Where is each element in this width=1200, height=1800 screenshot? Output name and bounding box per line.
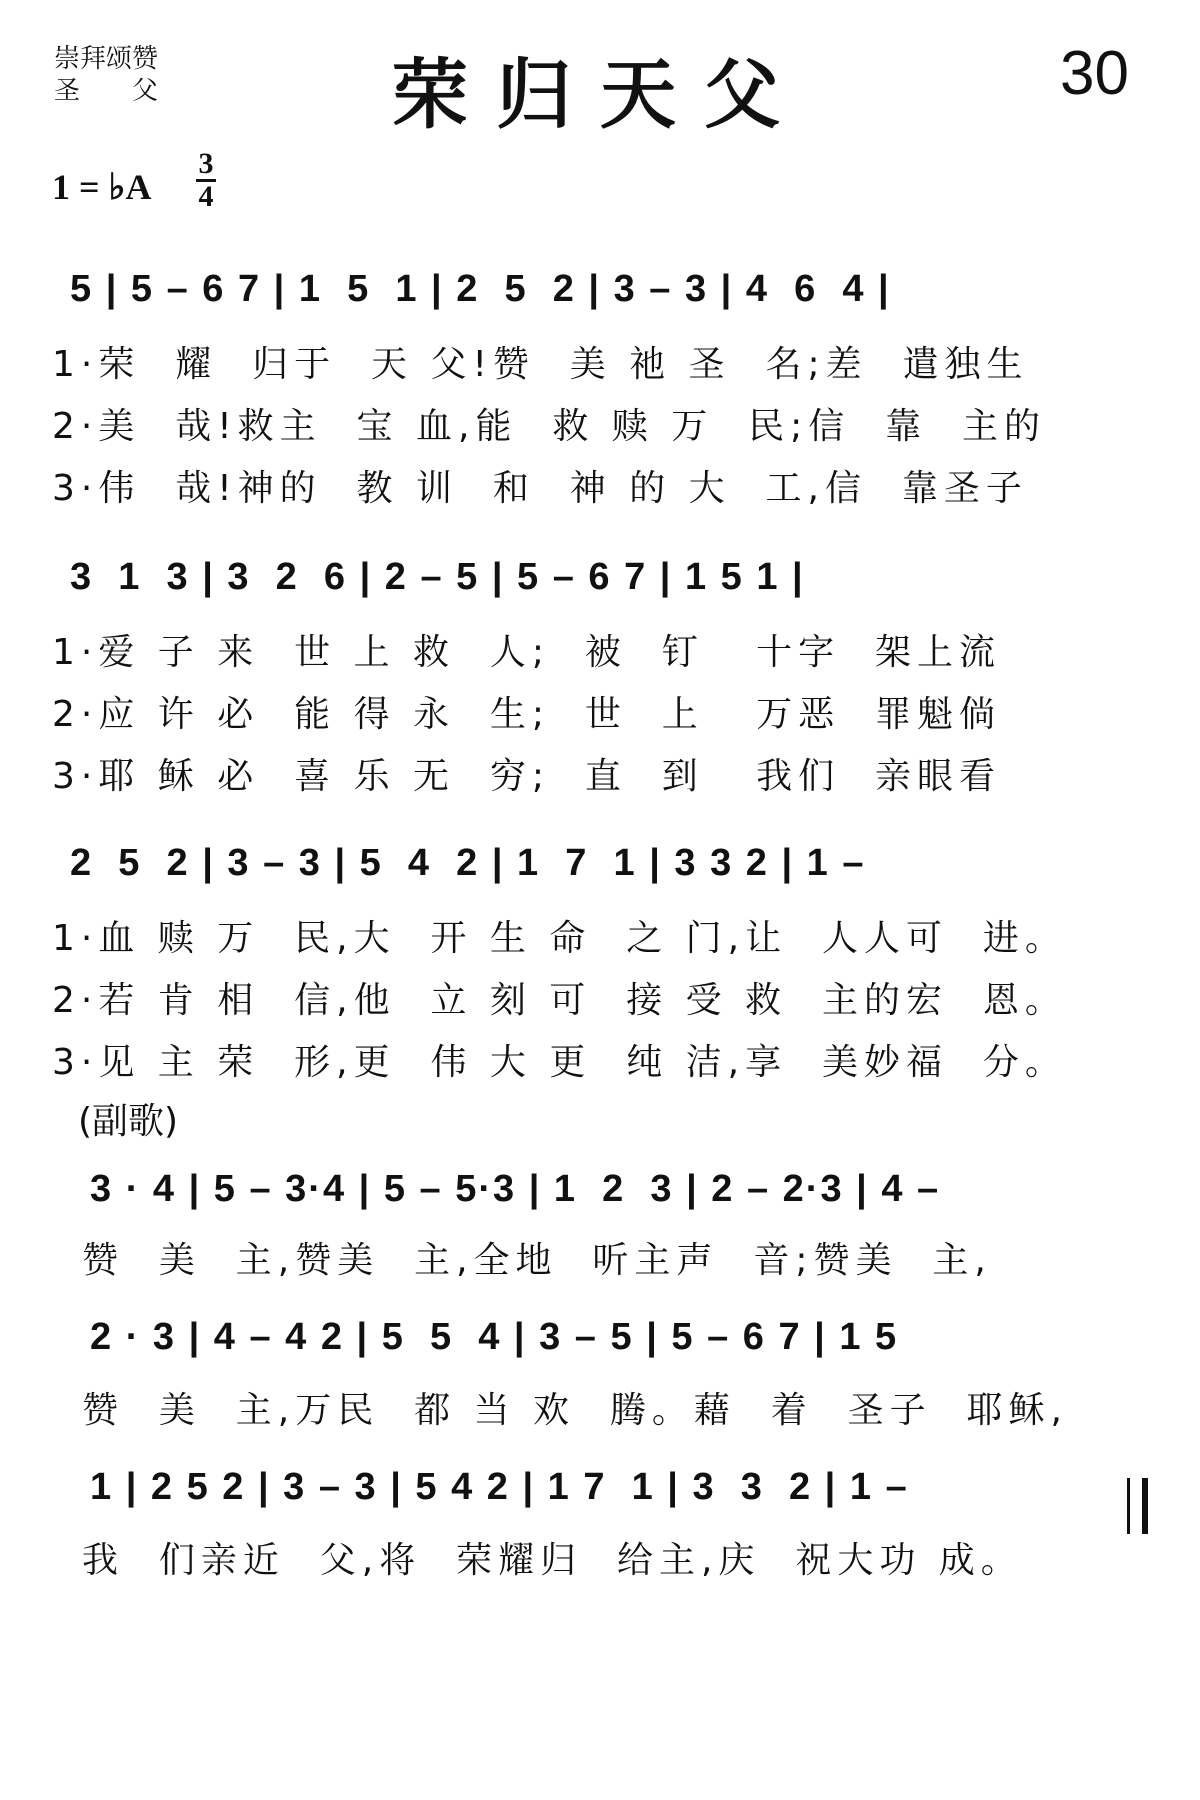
lyric-line: 我 们亲近 父,将 荣耀归 给主,庆 祝大功 成。 (82, 1540, 1023, 1581)
key-signature: 1 = ♭A (52, 167, 152, 207)
final-barline (1127, 1478, 1148, 1534)
category-label: 崇拜颂赞 (54, 44, 159, 74)
lyric-line: 1·爱 子 来 世 上 救 人; 被 钉 十字 架上流 (52, 632, 1002, 673)
lyric-line: 3·伟 哉!神的 教 训 和 神 的 大 工,信 靠圣子 (52, 468, 1028, 509)
notation-line: 3 1 3 | 3 2 6 | 2 – 5 | 5 – 6 7 | 1 5 1 | (70, 556, 805, 598)
notation-line: 3 · 4 | 5 – 3·4 | 5 – 5·3 | 1 2 3 | 2 – 2·3 | 4 – (90, 1168, 941, 1210)
time-signature (196, 147, 216, 213)
lyric-line: 赞 美 主,赞美 主,全地 听主声 音;赞美 主, (82, 1240, 992, 1281)
notation-line: 5 | 5 – 6 7 | 1 5 1 | 2 5 2 | 3 – 3 | 4 6 4 | (70, 268, 891, 310)
chorus-label: (副歌) (78, 1101, 179, 1142)
lyric-line: 2·美 哉!救主 宝 血,能 救 赎 万 民;信 靠 主的 (52, 406, 1047, 447)
time-top: 3 (198, 147, 214, 180)
hymn-title: 荣归天父 (392, 50, 808, 139)
lyric-line: 2·应 许 必 能 得 永 生; 世 上 万恶 罪魁倘 (52, 694, 1002, 735)
time-bottom: 4 (198, 180, 214, 213)
lyric-line: 2·若 肯 相 信,他 立 刻 可 接 受 救 主的宏 恩。 (52, 980, 1067, 1021)
lyric-line: 3·见 主 荣 形,更 伟 大 更 纯 洁,享 美妙福 分。 (52, 1042, 1067, 1083)
notation-line: 1 | 2 5 2 | 3 – 3 | 5 4 2 | 1 7 1 | 3 3 2 | 1 – (90, 1466, 909, 1508)
subcategory-label: 圣 父 (54, 76, 159, 106)
lyric-line: 1·血 赎 万 民,大 开 生 命 之 门,让 人人可 进。 (52, 918, 1067, 959)
notation-line: 2 · 3 | 4 – 4 2 | 5 5 4 | 3 – 5 | 5 – 6 7 | 1 5 (90, 1316, 899, 1358)
lyric-line: 赞 美 主,万民 都 当 欢 腾。藉 着 圣子 耶稣, (82, 1390, 1068, 1431)
hymn-number: 30 (1060, 39, 1129, 108)
lyric-line: 3·耶 稣 必 喜 乐 无 穷; 直 到 我们 亲眼看 (52, 756, 1002, 797)
notation-line: 2 5 2 | 3 – 3 | 5 4 2 | 1 7 1 | 3 3 2 | 1 – (70, 842, 866, 884)
lyric-line: 1·荣 耀 归于 天 父!赞 美 祂 圣 名;差 遣独生 (52, 344, 1029, 385)
